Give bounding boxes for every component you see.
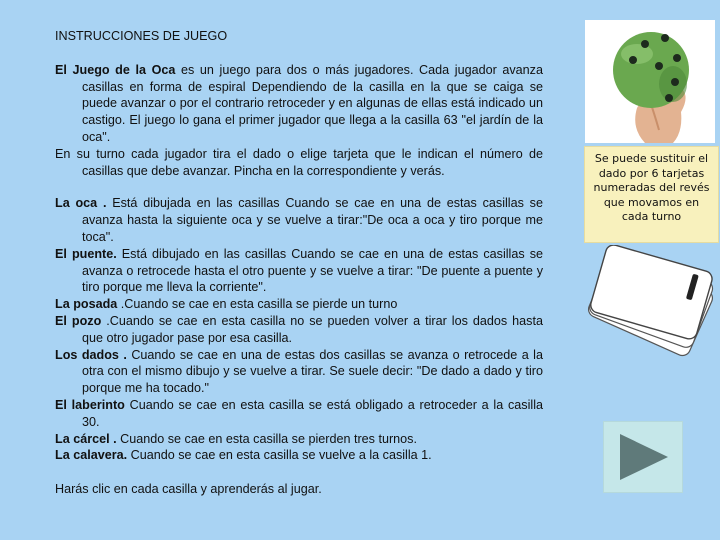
- cards-icon: [585, 245, 717, 367]
- rule-text: .Cuando se cae en esta casilla se pierde un turno: [117, 297, 398, 312]
- rule-name: El pozo: [55, 313, 102, 328]
- intro-bold: El Juego de la Oca: [55, 62, 176, 77]
- dice-note: Se puede sustituir el dado por 6 tarjetas numeradas del revés que movamos en cada turno: [584, 146, 719, 243]
- rule-text: Cuando se cae en esta casilla se vuelve a la casilla 1.: [127, 448, 432, 463]
- rule-name: El puente.: [55, 246, 117, 261]
- play-icon: [604, 422, 682, 492]
- rule-oca: [55, 195, 543, 245]
- rule-text: Está dibujada en las casillas Cuando se cae en una de estas casillas se avanza hasta la siguiente oca y se vuelve a tirar:"De oca a oca y tiro porque me toca".: [82, 196, 543, 244]
- rule-name: La cárcel .: [55, 431, 117, 446]
- rule-name: La calavera.: [55, 448, 128, 463]
- rule-dados: [55, 347, 543, 397]
- rule-name: La posada: [55, 297, 118, 312]
- rule-text: .Cuando se cae en esta casilla no se pueden volver a tirar los dados hasta que otro jugador pase por esa casilla.: [82, 313, 543, 345]
- rule-text: Cuando se cae en una de estas dos casillas se avanza o retrocede a la otra con el mismo dibujo y se vuelve a tirar. Se suele decir: "De dado a dado y tiro porque me ha tocado.": [82, 347, 543, 396]
- rule-pozo: [55, 313, 543, 347]
- rule-name: Los dados .: [55, 347, 127, 362]
- rule-posada: [55, 296, 543, 313]
- rule-name: El laberinto: [55, 397, 125, 412]
- rule-text: Cuando se cae en esta casilla se está obligado a retroceder a la casilla 30.: [82, 397, 543, 429]
- intro-text: es un juego para dos o más jugadores. Cada jugador avanza casillas en forma de espiral Dependiendo de la casilla en la que se caiga se puede avanzar o por el contrario retroceder y en algunas de ellas está indicado un castigo. El juego lo gana el primer jugador que llega a la casilla 63 "el jardín de la oca".: [82, 62, 543, 144]
- footer-text: Harás clic en cada casilla y aprenderás al jugar.: [55, 482, 322, 497]
- rule-puente: [55, 246, 543, 296]
- rule-text: Cuando se cae en esta casilla se pierden tres turnos.: [116, 431, 417, 446]
- page-title: INSTRUCCIONES DE JUEGO: [55, 29, 228, 43]
- rule-text: Está dibujado en las casillas Cuando se cae en una de estas casillas se avanza o retrocede hasta el otro puente y se vuelve a tirar: "De puente a puente y tiro porque me lleva la corriente".: [82, 246, 543, 295]
- instructions-panel: [55, 28, 543, 498]
- cards-image[interactable]: [585, 245, 717, 367]
- intro-paragraph: [55, 146, 543, 180]
- intro-paragraph: [55, 62, 543, 146]
- rule-calavera: [55, 447, 543, 464]
- rule-carcel: [55, 431, 543, 448]
- rule-laberinto: [55, 397, 543, 431]
- green-dice-icon: [585, 20, 715, 143]
- rule-name: La oca .: [55, 196, 107, 211]
- dice-image[interactable]: [585, 20, 715, 143]
- next-button[interactable]: [603, 421, 683, 493]
- intro-text: En su turno cada jugador tira el dado o elige tarjeta que le indican el número de casillas que debe avanzar. Pincha en la correspondiente y verás.: [55, 146, 543, 178]
